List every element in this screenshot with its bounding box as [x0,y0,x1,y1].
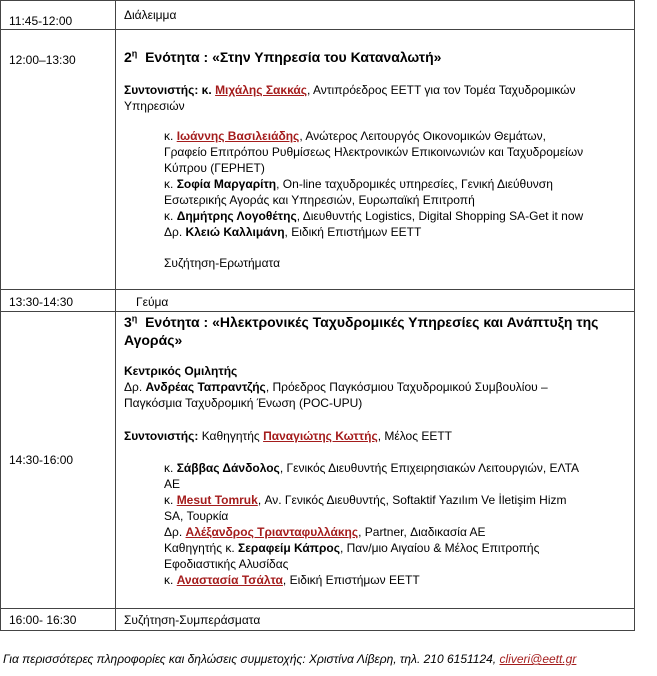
table-row [1,1,635,30]
session-title-cont: Αγοράς» [124,332,183,348]
time-label: 11:45-12:00 [9,14,73,28]
panelist: Δρ. Αλέξανδρος Τριανταφυλλάκης, Partner, Διαδικασία ΑΕ [164,525,486,539]
time-cell [1,609,116,631]
panelist: κ. Δημήτρης Λογοθέτης, Διευθυντής Logistics, Digital Shopping SA-Get it now [164,209,584,223]
time-label: 14:30-16:00 [9,453,74,467]
panelist-link[interactable]: Mesut Tomruk [176,493,258,507]
session-cell [116,30,635,290]
table-row [1,30,635,290]
contact-email-link[interactable]: cliveri@eett.gr [499,652,577,666]
coordinator: Συντονιστής: Καθηγητής Παναγιώτης Κωττής, Μέλος ΕΕΤΤ [124,429,452,443]
time-cell [1,312,116,609]
closing-cell [116,609,635,631]
time-label: 13:30-14:30 [9,295,74,309]
lunch-cell [116,290,635,312]
time-cell [1,1,116,30]
session-title: $2^\eta$ Ενότητα : «Στην Υπηρεσία του Καταναλωτή» [124,48,442,65]
lunch-label: Γεύμα [136,295,169,309]
panelist-role: Γραφείο Επιτρόπου Ρυθμίσεως Ηλεκτρονικών Επικοινωνιών και Ταχυδρομείων [164,145,584,159]
session-title: $3^\eta$ Ενότητα : «Ηλεκτρονικές Ταχυδρομικές Υπηρεσίες και Ανάπτυξη της [124,313,599,330]
time-label: 16:00- 16:30 [9,613,77,627]
panel-list [124,128,630,271]
keynote-role: Παγκόσμια Ταχυδρομική Ένωση (POC-UPU) [124,396,363,410]
session-cell [116,312,635,609]
table-row [1,312,635,609]
panelist-link[interactable]: Αλέξανδρος Τριανταφυλλάκης [185,525,359,539]
panelist: κ. Σοφία Μαργαρίτη, On-line ταχυδρομικές υπηρεσίες, Γενική Διεύθυνση [164,177,553,191]
panelist-role: ΑΕ [164,477,181,491]
panelist: κ. Αναστασία Τσάλτα, Ειδική Επιστήμων ΕΕΤΤ [164,573,420,587]
panelist: Καθηγητής κ. Σεραφείμ Κάπρος, Παν/μιο Αιγαίου & Μέλος Επιτροπής [164,541,540,555]
panelist: Δρ. Κλειώ Καλλιμάνη, Ειδική Επιστήμων ΕΕΤΤ [164,225,422,239]
coordinator-role: Υπηρεσιών [124,99,185,113]
closing-label: Συζήτηση-Συμπεράσματα [124,613,261,627]
break-label: Διάλειμμα [124,8,177,22]
panelist: κ. Mesut Tomruk, Αν. Γενικός Διευθυντής, Softaktif Yazılım Ve İletişim Hizm [164,493,567,507]
time-cell [1,30,116,290]
contact-text: Για περισσότερες πληροφορίες και δηλώσεις συμμετοχής: Χριστίνα Λίβερη, τηλ. 210 6151124, [3,652,500,666]
table-row [1,609,635,631]
panelist-link[interactable]: Αναστασία Τσάλτα [176,573,283,587]
time-label: 12:00–13:30 [9,53,76,67]
contact-footer [3,652,576,666]
break-cell [116,1,635,30]
time-cell [1,290,116,312]
keynote-label: Κεντρικός Ομιλητής [124,364,238,378]
panelist-role: SA, Τουρκία [164,509,229,523]
panelist-role: Κύπρου (ΓΕΡΗΕΤ) [164,161,265,175]
panelist: κ. Σάββας Δάνδολος, Γενικός Διευθυντής Επιχειρησιακών Λειτουργιών, ΕΛΤΑ [164,461,580,475]
panelist-link[interactable]: Ιωάννης Βασιλειάδης [176,129,300,143]
panelist-role: Εσωτερικής Αγοράς και Υπηρεσιών, Ευρωπαϊκή Επιτροπή [164,193,475,207]
panel-list [124,460,630,588]
panelist-role: Εφοδιαστικής Αλυσίδας [164,557,289,571]
coordinator: Συντονιστής: κ. Μιχάλης Σακκάς, Αντιπρόεδρος ΕΕΤΤ για τον Τομέα Ταχυδρομικών [124,83,576,97]
coordinator-link[interactable]: Παναγιώτης Κωττής [263,429,378,443]
table-row [1,290,635,312]
keynote-speaker: Δρ. Ανδρέας Ταπραντζής, Πρόεδρος Παγκόσμιου Ταχυδρομικού Συμβουλίου – [124,380,548,394]
panelist: κ. Ιωάννης Βασιλειάδης, Ανώτερος Λειτουργός Οικονομικών Θεμάτων, [164,129,546,143]
discussion-label: Συζήτηση-Ερωτήματα [164,256,281,270]
coordinator-link[interactable]: Μιχάλης Σακκάς [215,83,308,97]
